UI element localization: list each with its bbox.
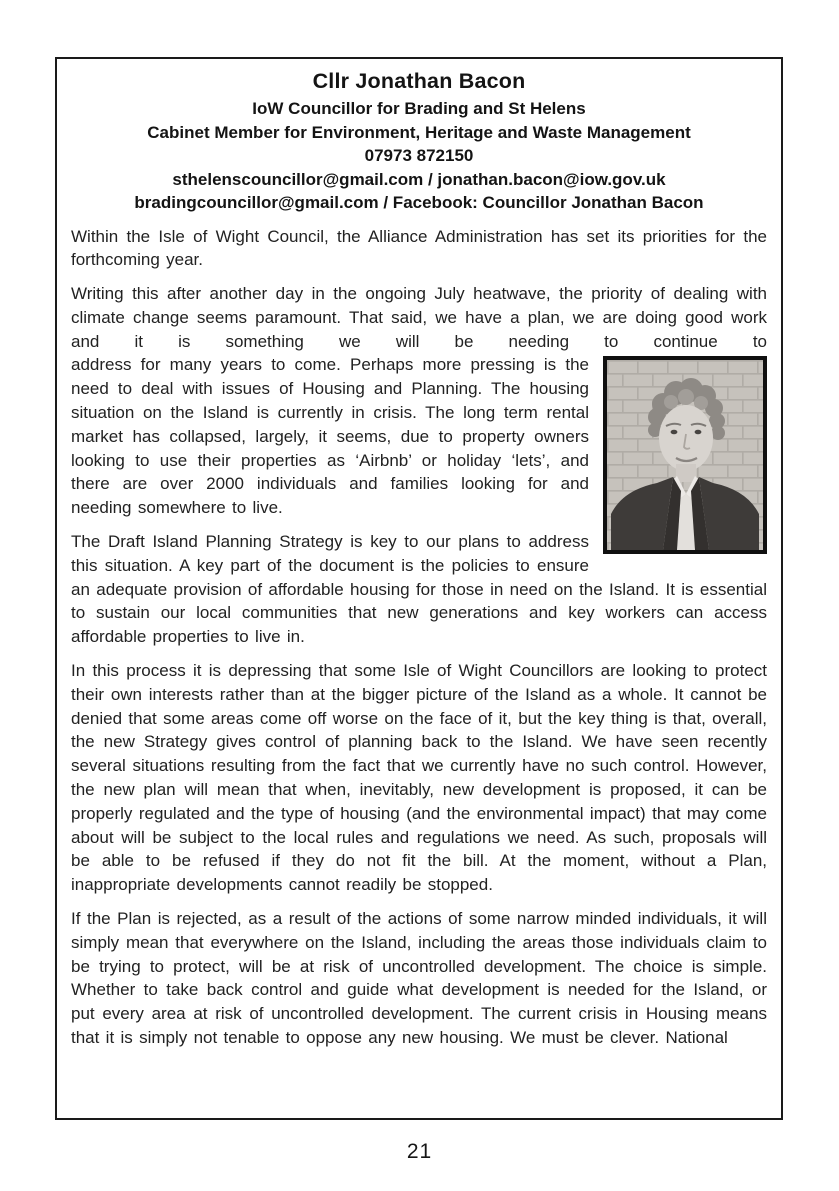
councillor-header	[71, 66, 767, 215]
page-number: 21	[406, 1140, 433, 1163]
paragraph-3: The Draft Island Planning Strategy is key to our plans to address this situation. A key part of the document is the policies to ensure an adequate provision of affordable housing for those in need on the Island. It is essential to sustain our local communities that new generations and key workers can access affordable properties to live in.	[71, 532, 767, 647]
paragraph-2-part-2: address for many years to come. Perhaps more pressing is the need to deal with issues of Housing and Planning. The housing situation on the Island is currently in crisis. The long term rental market has collapsed, largely, it seems, due to property owners looking to use their properties as ‘Airbnb’ or holiday ‘lets’, and there are over 2000 individuals and families looking for and needing somewhere to live.	[71, 355, 589, 518]
councillor-name: Cllr Jonathan Bacon	[312, 69, 526, 93]
email-line-2: bradingcouncillor@gmail.com / Facebook: Councillor Jonathan Bacon	[134, 193, 704, 212]
paragraph-4: In this process it is depressing that some Isle of Wight Councillors are looking to protect their own interests rather than at the bigger picture of the Island as a whole. It cannot be denied that some areas come off worse on the face of it, but the key thing is that, overall, the new Strategy gives control of planning back to the Island. We have seen recently several situations resulting from the fact that we currently have no such control. However, the new plan will mean that when, inevitably, new development is proposed, it can be properly regulated and the type of housing (and the environmental impact) that may come about will be subject to the local rules and regulations we need. As such, proposals will be able to be refused if they do not fit the bill. At the moment, without a Plan, inappropriate developments cannot readily be stopped.	[71, 661, 767, 895]
article-body	[71, 225, 767, 1050]
councillor-cabinet-role: Cabinet Member for Environment, Heritage and Waste Management	[147, 122, 691, 142]
phone-number: 07973 872150	[364, 146, 474, 165]
paragraph-2-part-1: Writing this after another day in the ongoing July heatwave, the priority of dealing with climate change seems paramount. That said, we have a plan, we are doing good work and it is something we will be needing to continue to	[71, 284, 767, 351]
councillor-photo	[603, 356, 767, 554]
paragraph-1: Within the Isle of Wight Council, the Alliance Administration has set its priorities for the forthcoming year.	[71, 226, 767, 270]
councillor-role: IoW Councillor for Brading and St Helens	[252, 99, 586, 118]
portrait-illustration	[607, 360, 763, 550]
email-line-1: sthelenscouncillor@gmail.com / jonathan.bacon@iow.gov.uk	[172, 169, 666, 189]
article-border-box	[55, 57, 783, 1120]
paragraph-5: If the Plan is rejected, as a result of the actions of some narrow minded individuals, it will simply mean that everywhere on the Island, including the areas those individuals claim to be trying to protect, will be at risk of uncontrolled development. The choice is simple. Whether to take back control and guide what development is needed for the Island, or put every area at risk of uncontrolled development. The current crisis in Housing means that it is simply not tenable to oppose any new housing. We must be clever. National	[71, 909, 767, 1047]
